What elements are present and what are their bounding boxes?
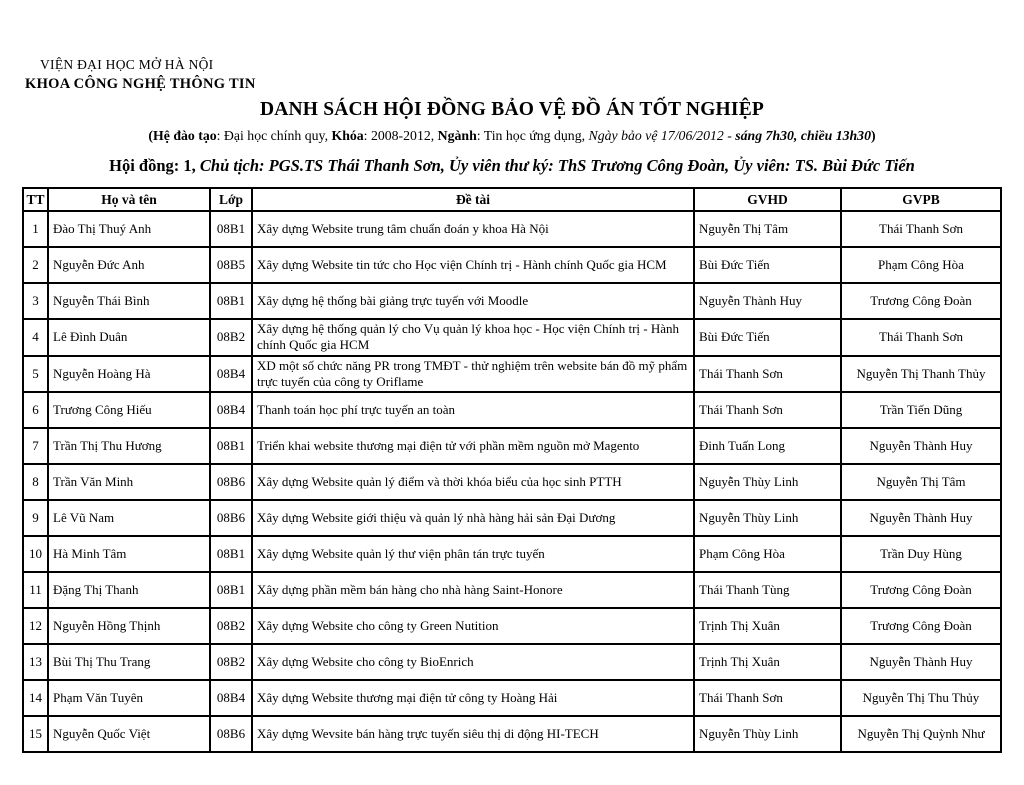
- cell-tt: 1: [23, 211, 48, 247]
- cell-gvpb: Nguyễn Thành Huy: [841, 428, 1001, 464]
- cell-gvpb: Nguyễn Thị Thu Thủy: [841, 680, 1001, 716]
- cell-de_tai: Xây dựng Website tin tức cho Học viện Chính trị - Hành chính Quốc gia HCM: [252, 247, 694, 283]
- subtitle-open-paren: (: [148, 128, 154, 143]
- cell-de_tai: Xây dựng Website cho công ty BioEnrich: [252, 644, 694, 680]
- column-header-detai: Đề tài: [252, 188, 694, 211]
- cell-ho_va_ten: Phạm Văn Tuyên: [48, 680, 210, 716]
- cell-lop: 08B6: [210, 716, 252, 752]
- subtitle-label-nganh: Ngành: [437, 128, 477, 143]
- table-row: [23, 428, 1001, 464]
- cell-gvpb: Nguyễn Thị Quỳnh Như: [841, 716, 1001, 752]
- table-row: [23, 356, 1001, 393]
- cell-lop: 08B1: [210, 536, 252, 572]
- cell-tt: 15: [23, 716, 48, 752]
- cell-ho_va_ten: Trương Công Hiếu: [48, 392, 210, 428]
- cell-lop: 08B2: [210, 319, 252, 356]
- table-row: [23, 464, 1001, 500]
- table-row: [23, 536, 1001, 572]
- cell-gvhd: Thái Thanh Tùng: [694, 572, 841, 608]
- cell-tt: 6: [23, 392, 48, 428]
- cell-lop: 08B6: [210, 464, 252, 500]
- cell-gvhd: Đinh Tuấn Long: [694, 428, 841, 464]
- table-row: [23, 247, 1001, 283]
- cell-de_tai: Xây dựng Wevsite bán hàng trực tuyến siêu thị di động HI-TECH: [252, 716, 694, 752]
- cell-de_tai: Xây dựng hệ thống bài giảng trực tuyến với Moodle: [252, 283, 694, 319]
- cell-lop: 08B1: [210, 428, 252, 464]
- subtitle-sessions: sáng 7h30, chiều 13h30: [735, 128, 871, 143]
- cell-lop: 08B1: [210, 283, 252, 319]
- subtitle-value-khoa: : 2008-2012,: [363, 128, 438, 143]
- cell-gvpb: Nguyễn Thị Thanh Thủy: [841, 356, 1001, 393]
- cell-tt: 11: [23, 572, 48, 608]
- column-header-name: Họ và tên: [48, 188, 210, 211]
- cell-gvhd: Trịnh Thị Xuân: [694, 644, 841, 680]
- cell-tt: 4: [23, 319, 48, 356]
- cell-lop: 08B1: [210, 211, 252, 247]
- cell-ho_va_ten: Bùi Thị Thu Trang: [48, 644, 210, 680]
- cell-gvpb: Nguyễn Thành Huy: [841, 644, 1001, 680]
- table-header-row: [23, 188, 1001, 211]
- cell-tt: 7: [23, 428, 48, 464]
- cell-ho_va_ten: Nguyễn Hoàng Hà: [48, 356, 210, 393]
- table-row: [23, 500, 1001, 536]
- committee-line: [0, 156, 1024, 176]
- table-row: [23, 680, 1001, 716]
- table-row: [23, 283, 1001, 319]
- committee-table: [22, 187, 1002, 753]
- cell-de_tai: XD một số chức năng PR trong TMĐT - thử nghiệm trên website bán đồ mỹ phẩm trực tuyến của công ty Oriflame: [252, 356, 694, 393]
- cell-de_tai: Xây dựng hệ thống quản lý cho Vụ quản lý khoa học - Học viện Chính trị - Hành chính Quốc gia HCM: [252, 319, 694, 356]
- subtitle-label-hedaotao: Hệ đào tạo: [153, 128, 217, 143]
- cell-de_tai: Triển khai website thương mại điện tử với phần mềm nguồn mở Magento: [252, 428, 694, 464]
- cell-gvpb: Nguyễn Thị Tâm: [841, 464, 1001, 500]
- cell-tt: 14: [23, 680, 48, 716]
- cell-tt: 8: [23, 464, 48, 500]
- table-header: [23, 188, 1001, 211]
- cell-gvpb: Trương Công Đoàn: [841, 572, 1001, 608]
- cell-ho_va_ten: Trần Văn Minh: [48, 464, 210, 500]
- cell-lop: 08B1: [210, 572, 252, 608]
- cell-gvpb: Thái Thanh Sơn: [841, 211, 1001, 247]
- cell-gvpb: Trương Công Đoàn: [841, 283, 1001, 319]
- department-name: KHOA CÔNG NGHỆ THÔNG TIN: [25, 76, 256, 92]
- column-header-gvpb: GVPB: [841, 188, 1001, 211]
- cell-gvpb: Nguyễn Thành Huy: [841, 500, 1001, 536]
- cell-gvpb: Trần Tiến Dũng: [841, 392, 1001, 428]
- cell-de_tai: Thanh toán học phí trực tuyến an toàn: [252, 392, 694, 428]
- subtitle-defense-date: Ngày bảo vệ 17/06/2012 -: [588, 128, 736, 143]
- cell-gvhd: Bùi Đức Tiến: [694, 319, 841, 356]
- table-row: [23, 319, 1001, 356]
- table-row: [23, 572, 1001, 608]
- cell-gvpb: Thái Thanh Sơn: [841, 319, 1001, 356]
- table-row: [23, 211, 1001, 247]
- cell-de_tai: Xây dựng phần mềm bán hàng cho nhà hàng Saint-Honore: [252, 572, 694, 608]
- cell-ho_va_ten: Lê Vũ Nam: [48, 500, 210, 536]
- cell-lop: 08B2: [210, 608, 252, 644]
- committee-members: Chủ tịch: PGS.TS Thái Thanh Sơn, Ủy viên thư ký: ThS Trương Công Đoàn, Ủy viên: TS. Bùi Đức Tiến: [199, 156, 915, 175]
- cell-de_tai: Xây dựng Website cho công ty Green Nutition: [252, 608, 694, 644]
- table-body: [23, 211, 1001, 752]
- cell-tt: 2: [23, 247, 48, 283]
- cell-lop: 08B4: [210, 356, 252, 393]
- column-header-gvhd: GVHD: [694, 188, 841, 211]
- cell-de_tai: Xây dựng Website quản lý thư viện phân tán trực tuyến: [252, 536, 694, 572]
- cell-ho_va_ten: Đặng Thị Thanh: [48, 572, 210, 608]
- cell-tt: 3: [23, 283, 48, 319]
- cell-gvhd: Phạm Công Hòa: [694, 536, 841, 572]
- cell-tt: 10: [23, 536, 48, 572]
- cell-gvhd: Nguyễn Thùy Linh: [694, 716, 841, 752]
- table-row: [23, 644, 1001, 680]
- cell-ho_va_ten: Nguyễn Hồng Thịnh: [48, 608, 210, 644]
- document-subtitle: [0, 128, 1024, 144]
- cell-tt: 9: [23, 500, 48, 536]
- subtitle-value-hedaotao: : Đại học chính quy,: [216, 128, 332, 143]
- cell-ho_va_ten: Nguyễn Thái Bình: [48, 283, 210, 319]
- cell-lop: 08B5: [210, 247, 252, 283]
- cell-tt: 12: [23, 608, 48, 644]
- institution-name: VIỆN ĐẠI HỌC MỞ HÀ NỘI: [40, 57, 214, 72]
- cell-gvhd: Thái Thanh Sơn: [694, 356, 841, 393]
- cell-tt: 5: [23, 356, 48, 393]
- cell-lop: 08B2: [210, 644, 252, 680]
- cell-gvhd: Nguyễn Thành Huy: [694, 283, 841, 319]
- cell-de_tai: Xây dựng Website trung tâm chuẩn đoán y khoa Hà Nội: [252, 211, 694, 247]
- column-header-tt: TT: [23, 188, 48, 211]
- cell-ho_va_ten: Hà Minh Tâm: [48, 536, 210, 572]
- cell-ho_va_ten: Đào Thị Thuý Anh: [48, 211, 210, 247]
- subtitle-label-khoa: Khóa: [331, 128, 364, 143]
- cell-de_tai: Xây dựng Website thương mại điện tử công ty Hoàng Hải: [252, 680, 694, 716]
- cell-lop: 08B6: [210, 500, 252, 536]
- cell-gvhd: Bùi Đức Tiến: [694, 247, 841, 283]
- cell-ho_va_ten: Nguyễn Quốc Việt: [48, 716, 210, 752]
- cell-lop: 08B4: [210, 680, 252, 716]
- cell-gvpb: Phạm Công Hòa: [841, 247, 1001, 283]
- cell-ho_va_ten: Nguyễn Đức Anh: [48, 247, 210, 283]
- cell-gvhd: Trịnh Thị Xuân: [694, 608, 841, 644]
- cell-ho_va_ten: Lê Đình Duân: [48, 319, 210, 356]
- cell-tt: 13: [23, 644, 48, 680]
- cell-gvhd: Thái Thanh Sơn: [694, 392, 841, 428]
- table-row: [23, 608, 1001, 644]
- cell-gvhd: Thái Thanh Sơn: [694, 680, 841, 716]
- cell-lop: 08B4: [210, 392, 252, 428]
- column-header-lop: Lớp: [210, 188, 252, 211]
- committee-number: Hội đồng: 1,: [109, 156, 200, 175]
- cell-gvpb: Trần Duy Hùng: [841, 536, 1001, 572]
- cell-ho_va_ten: Trần Thị Thu Hương: [48, 428, 210, 464]
- cell-gvpb: Trương Công Đoàn: [841, 608, 1001, 644]
- subtitle-close-paren: ): [870, 128, 876, 143]
- cell-gvhd: Nguyễn Thùy Linh: [694, 500, 841, 536]
- table-row: [23, 392, 1001, 428]
- table-row: [23, 716, 1001, 752]
- subtitle-value-nganh: : Tin học ứng dụng,: [476, 128, 589, 143]
- page-title: DANH SÁCH HỘI ĐỒNG BẢO VỆ ĐỒ ÁN TỐT NGHIỆP: [259, 99, 765, 120]
- cell-de_tai: Xây dựng Website giới thiệu và quản lý nhà hàng hải sản Đại Dương: [252, 500, 694, 536]
- cell-de_tai: Xây dựng Website quản lý điểm và thời khóa biểu của học sinh PTTH: [252, 464, 694, 500]
- cell-gvhd: Nguyễn Thùy Linh: [694, 464, 841, 500]
- cell-gvhd: Nguyễn Thị Tâm: [694, 211, 841, 247]
